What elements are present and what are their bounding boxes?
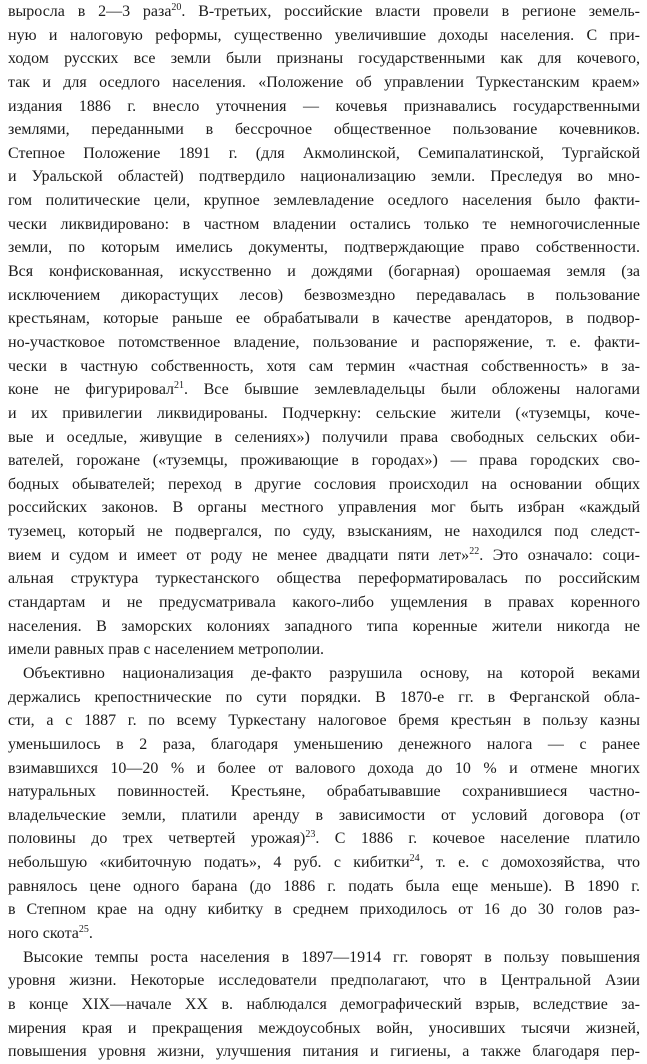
text-run: . С 1886 г. кочевое население платило [315,830,640,848]
text-line [8,260,640,284]
text-line [8,142,640,166]
text-line [8,780,640,804]
text-run: взимавшихся 10—20 % и более от валового дохода до 10 % и отмене многих [8,759,640,777]
text-line [8,307,640,331]
text-line [8,331,640,355]
text-run: ходом русских все земли были признаны государственными как для кочевого, [8,50,640,68]
text-run: сти, а с 1887 г. по всему Туркестану налоговое бремя крестьян в пользу казны [8,712,640,730]
text-line [8,426,640,450]
paragraph [8,0,640,662]
text-line [8,449,640,473]
text-run: половины до трех четвертей урожая) [8,830,306,848]
text-run: Степное Положение 1891 г. (для Акмолинской, Семипалатинской, Тургайской [8,144,640,162]
footnote-marker: 25 [78,923,89,935]
text-line [8,213,640,237]
text-run: имели равных прав с населением метрополии. [8,641,324,659]
text-run: небольшую «кибиточную подать», 4 руб. с кибитки [8,854,410,872]
text-line [8,969,640,993]
text-run: равнялось цене одного барана (до 1886 г. подать была еще меньше). В 1890 г. [8,877,640,895]
text-run: . [88,924,93,942]
text-run: бодных обывателей; переход в другие сословия происходил на основании общих [8,475,640,493]
text-run: туземец, который не подвергался, по суду, взысканиям, не находился под следст- [8,523,640,541]
text-line [8,946,640,970]
text-run: и их привилегии ликвидированы. Подчеркну: сельские жители («туземцы, коче- [8,404,640,422]
text-line [8,47,640,71]
text-run: натуральных повинностей. Крестьяне, обрабатывавшие сохранившиеся частно- [8,783,640,801]
text-run: повышения уровня жизни, улучшения питания и гигиены, а также благодаря пер- [8,1043,640,1061]
text-line [8,402,640,426]
text-line [8,898,640,922]
text-run: мирения края и прекращения междоусобных войн, уносивших тысячи жизней, [8,1019,640,1037]
footnote-marker: 21 [174,380,185,392]
text-line [8,520,640,544]
text-line [8,804,640,828]
text-line [8,615,640,639]
text-line [8,827,640,851]
text-run: , т. е. с домохозяйства, что [419,854,640,872]
text-run: так и для оседлого населения. «Положение об управлении Туркестанским краем» [8,73,640,91]
text-run: уменьшилось в 2 раза, благодаря уменьшению денежного налога — с ранее [8,735,640,753]
text-line [8,284,640,308]
text-run: владельческие земли, платили аренду в зависимости от условий договора (от [8,806,640,824]
text-run: в конце XIX—начале XX в. наблюдался демографический взрыв, вследствие за- [8,995,640,1013]
text-line [8,189,640,213]
text-line [8,1017,640,1041]
text-run: населения. В заморских колониях западного типа коренные жители никогда не [8,617,640,635]
text-run: ную и налоговую реформы, существенно увеличившие доходы населения. С при- [8,26,640,44]
body-text [8,0,640,1064]
text-line [8,24,640,48]
text-line [8,662,640,686]
text-line [8,473,640,497]
text-line [8,851,640,875]
text-line [8,733,640,757]
footnote-marker: 20 [171,2,182,13]
paragraph [8,662,640,946]
text-line [8,378,640,402]
text-line [8,591,640,615]
text-line [8,0,640,24]
text-run: коне не фигурировал [8,381,175,399]
paragraph [8,946,640,1064]
text-run: . В-третьих, российские власти провели в регионе земель- [181,3,640,20]
text-run: Объективно национализация де-факто разрушила основу, на которой веками [23,664,640,682]
text-run: российских законов. В органы местного управления мог быть избран «каждый [8,499,640,517]
text-line [8,567,640,591]
text-line [8,95,640,119]
footnote-marker: 24 [409,853,420,865]
text-line [8,165,640,189]
text-line [8,1040,640,1064]
text-run: чески ликвидировано: в частном владении остались только те немногочисленные [8,215,640,233]
text-run: землями, переданными в бессрочное общественное пользование кочевников. [8,121,640,139]
text-line [8,118,640,142]
text-run: вателей, горожане («туземцы, проживающие в городах») — права городских сво- [8,452,640,470]
text-run: издания 1886 г. внесло уточнения — кочевья признавались государственными [8,97,640,115]
text-line [8,993,640,1017]
text-run: чески в частную собственность, хотя сам термин «частная собственность» в за- [8,357,640,375]
text-run: в Степном крае на одну кибитку в среднем приходилось от 16 до 30 голов раз- [8,901,640,919]
text-run: альная структура туркестанского общества переформатировалась по российским [8,570,640,588]
text-run: . Это означало: соци- [479,546,640,564]
footnote-marker: 22 [469,545,480,557]
text-run: и Уральской областей) подтвердило национализацию земли. Преследуя во мно- [8,168,640,186]
text-run: вием и судом и имеет от роду не менее двадцати пяти лет» [8,546,470,564]
text-run: вые и оседлые, живущие в селениях») получили права свободных сельских оби- [8,428,640,446]
text-line [8,686,640,710]
text-line [8,71,640,95]
text-line [8,875,640,899]
text-run: ного скота [8,924,79,942]
text-line [8,757,640,781]
text-line [8,236,640,260]
text-run: крестьянам, которые раньше ее обрабатывали в качестве арендаторов, в подвор- [8,310,640,328]
text-line [8,922,640,946]
text-run: исключением дикорастущих лесов) безвозмездно передавалась в пользование [8,286,640,304]
text-run: земли, по которым имелись документы, подтверждающие право собственности. [8,239,640,257]
footnote-marker: 23 [305,829,316,841]
text-line [8,709,640,733]
text-run: уровня жизни. Некоторые исследователи предполагают, что в Центральной Азии [8,972,640,990]
text-line [8,355,640,379]
text-run: гом политические цели, крупное землевладение оседлого населения было факти- [8,192,640,210]
text-line [8,638,640,662]
text-run: но-участковое потомственное владение, пользование и распоряжение, т. е. факти- [8,333,640,351]
text-run: держались крепостнические по сути порядки. В 1870-е гг. в Ферганской обла- [8,688,640,706]
text-run: . Все бывшие землевладельцы были обложены налогами [184,381,640,399]
text-run: Вся конфискованная, искусственно и дождями (богарная) орошаемая земля (за [8,263,640,281]
text-line [8,496,640,520]
text-run: выросла в 2—3 раза [8,3,172,20]
text-run: Высокие темпы роста населения в 1897—1914 гг. говорят в пользу повышения [23,948,640,966]
text-run: стандартам и не предусматривала какого-либо ущемления в правах коренного [8,594,640,612]
text-line [8,544,640,568]
